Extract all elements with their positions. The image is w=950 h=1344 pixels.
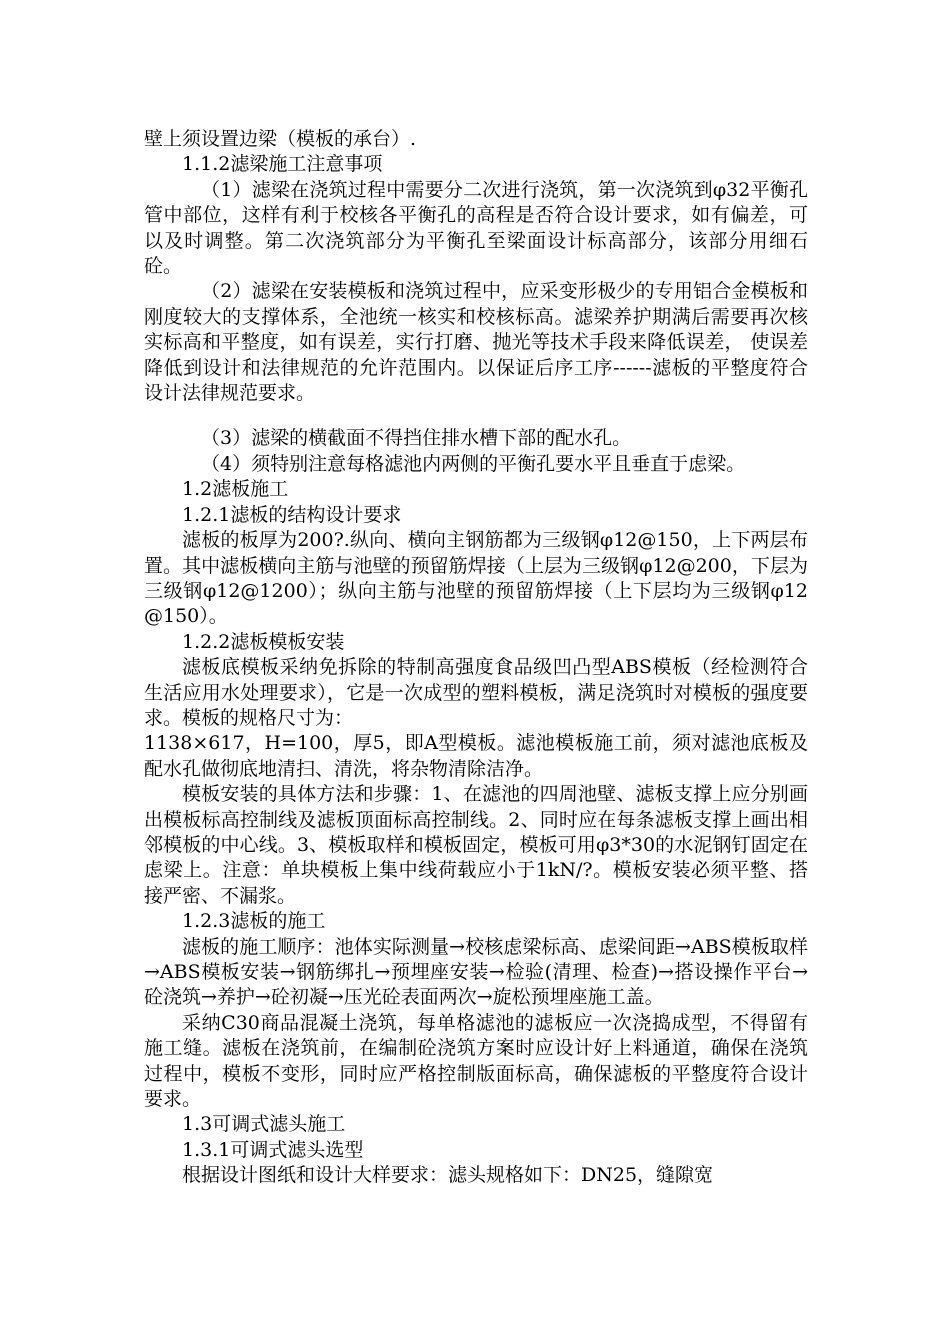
paragraph-gap: [144, 406, 808, 426]
heading-1-2-1: 1.2.1滤板的结构设计要求: [182, 503, 402, 526]
heading-1-2-2: 1.2.2滤板模板安装: [182, 630, 345, 653]
heading-1-3: 1.3可调式滤头施工: [182, 1113, 346, 1136]
paragraph-item-2: （2）滤梁在安装模板和浇筑过程中，应采变形极少的专用铝合金模板和刚度较大的支撑体系，全池统一核实和校核标高。滤梁养护期满后需要再次核实标高和平整度，如有误差，实行打磨、抛光等技术手段来降低误差， 使误差降低到设计和法律规范的允许范围内。以保证后序工序------滤板的平整度符合设计法律规范要求。: [144, 280, 808, 405]
document-body: [144, 127, 808, 1189]
heading-1-1-2: 1.1.2滤梁施工注意事项: [182, 153, 383, 176]
heading-1-3-1: 1.3.1可调式滤头选型: [182, 1138, 364, 1161]
paragraph-formwork-material: 滤板底模板采纳免拆除的特制高强度食品级凹凸型ABS模板（经检测符合生活应用水处理要求），它是一次成型的塑料模板，满足浇筑时对模板的强度要求。模板的规格尺寸为：: [144, 656, 808, 729]
paragraph-slab-structure: 滤板的板厚为200?.纵向、横向主钢筋都为三级钢φ12@150，上下两层布置。其中滤板横向主筋与池壁的预留筋焊接（上层为三级钢φ12@200，下层为三级钢φ12@1200）；纵向主筋与池壁的预留筋焊接（上下层均为三级钢φ12@150）。: [144, 529, 808, 628]
heading-1-2-3: 1.2.3滤板的施工: [182, 910, 326, 933]
paragraph-item-4: （4）须特别注意每格滤池内两侧的平衡孔要水平且垂直于虑梁。: [201, 452, 746, 475]
paragraph-item-3: （3）滤梁的横截面不得挡住排水槽下部的配水孔。: [201, 427, 632, 450]
paragraph-nozzle-spec: 根据设计图纸和设计大样要求：滤头规格如下：DN25，缝隙宽: [182, 1164, 714, 1187]
heading-1-2: 1.2滤板施工: [182, 478, 289, 501]
paragraph-formwork-steps: 模板安装的具体方法和步骤：1、在滤池的四周池壁、滤板支撑上应分别画出模板标高控制线及滤板顶面标高控制线。2、同时应在每条滤板支撑上画出相邻模板的中心线。3、模板取样和模板固定，模板可用φ3*30的水泥钢钉固定在虑梁上。注意：单块模板上集中线荷载应小于1kN/?。模板安装必须平整、搭接严密、不漏浆。: [144, 783, 808, 907]
paragraph-continuation: 壁上须设置边梁（模板的承台）.: [144, 128, 417, 150]
paragraph-formwork-size: 1138×617，H=100，厚5，即A型模板。滤池模板施工前，须对滤池底板及配水孔做彻底地清扫、清洗，将杂物清除洁净。: [144, 732, 808, 780]
paragraph-concrete-pouring: 采纳C30商品混凝土浇筑，每单格滤池的滤板应一次浇捣成型，不得留有施工缝。滤板在浇筑前，在编制砼浇筑方案时应设计好上料通道，确保在浇筑过程中，模板不变形，同时应严格控制版面标高，确保滤板的平整度符合设计要求。: [144, 1011, 808, 1111]
paragraph-construction-sequence: 滤板的施工顺序：池体实际测量→校核虑梁标高、虑梁间距→ABS模板取样→ABS模板安装→钢筋绑扎→预埋座安装→检验(清理、检查)→搭设操作平台→砼浇筑→养护→砼初凝→压光砼表面两次→旋松预埋座施工盖。: [144, 935, 808, 1009]
paragraph-item-1: （1）滤梁在浇筑过程中需要分二次进行浇筑，第一次浇筑到φ32平衡孔管中部位，这样有利于校核各平衡孔的高程是否符合设计要求，如有偏差，可以及时调整。第二次浇筑部分为平衡孔至梁面设计标高部分，该部分用细石砼。: [144, 178, 808, 278]
